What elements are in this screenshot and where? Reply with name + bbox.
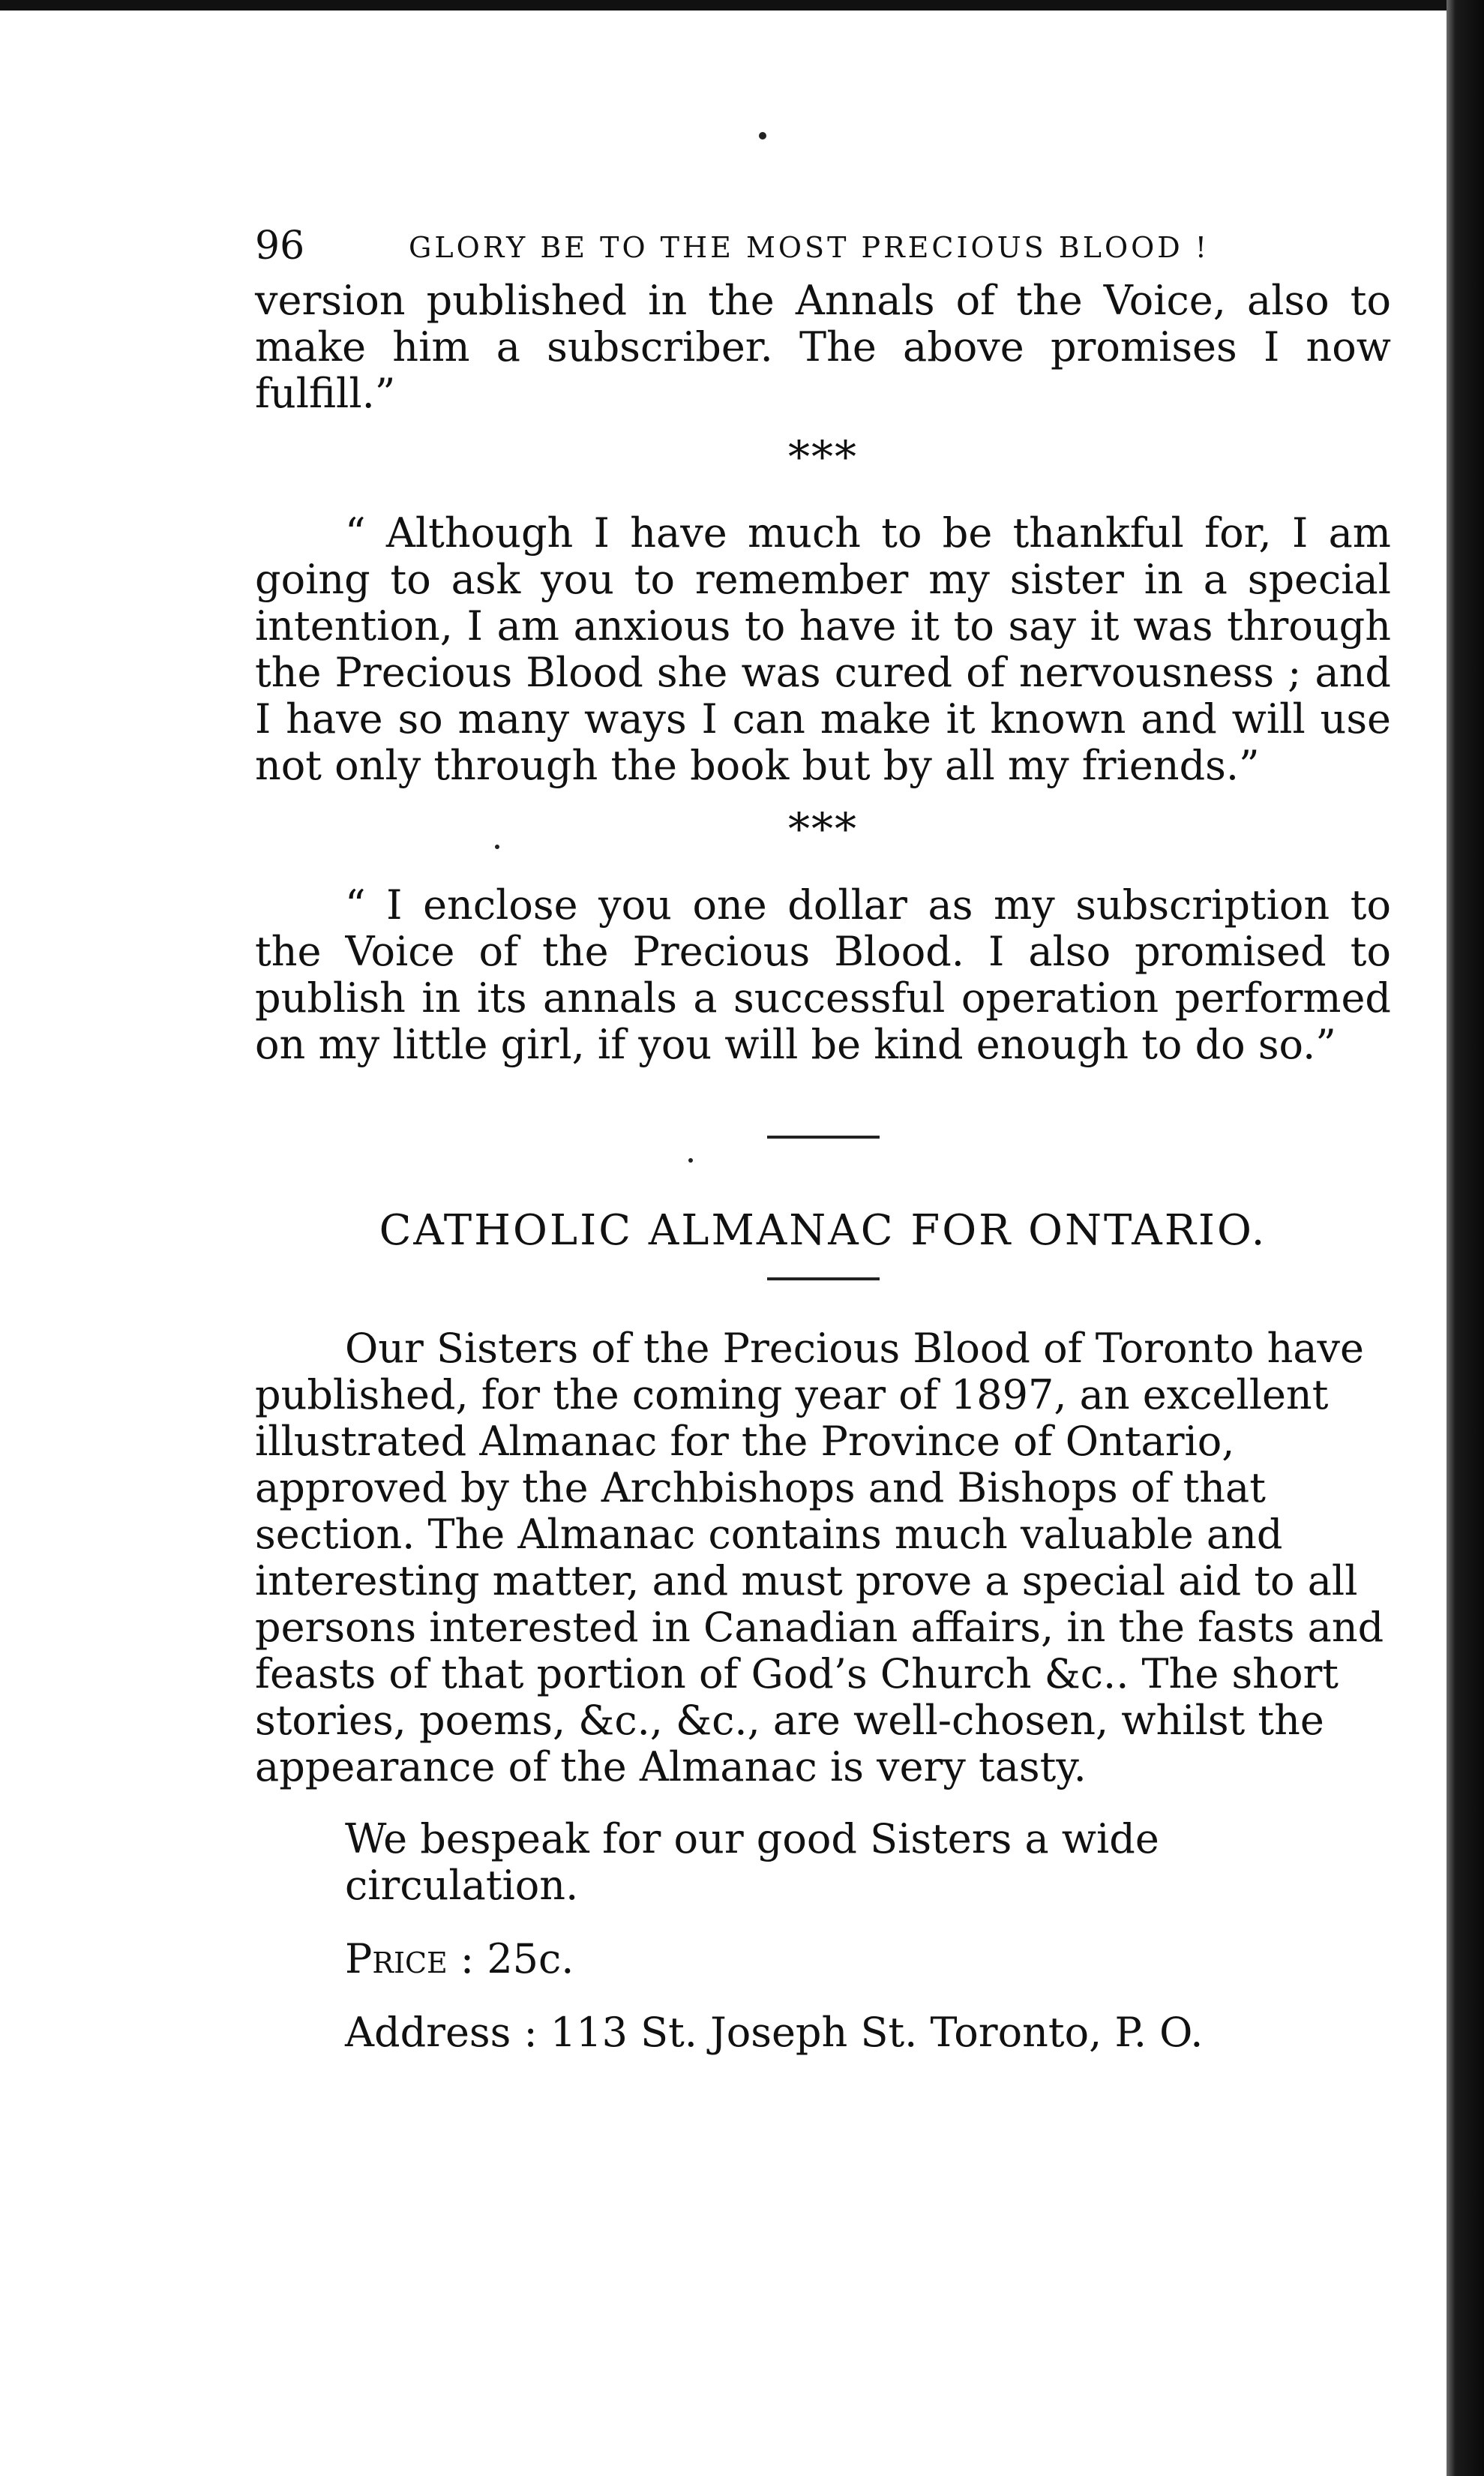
page-number: 96: [255, 224, 305, 269]
letter-paragraph: version published in the Annals of the Voice, also to make him a subscriber. The above promises I now fulfill.”: [255, 277, 1391, 417]
almanac-body: Our Sisters of the Precious Blood of Toronto have published, for the coming year of 1897, an excellent illustrated Almanac for the Province of Ontario, approved by the Archbishops and Bishops of that section. The Almanac contains much valuable and interesting matter, and must prove a special aid to all persons interested in Canadian affairs, in the fasts and feasts of that portion of God’s Church &c.. The short stories, poems, &c., &c., are well-chosen, whilst the appearance of the Almanac is very tasty.: [255, 1325, 1384, 1790]
address-line: Address : 113 St. Joseph St. Toronto, P. O.: [345, 2009, 1204, 2056]
price-value: 25c.: [487, 1935, 574, 1982]
running-title: GLORY BE TO THE MOST PRECIOUS BLOOD !: [409, 231, 1210, 264]
letter-paragraph: “ I enclose you one dollar as my subscription to the Voice of the Precious Blood. I also promised to publish in its annals a successful operation performed on my little girl, if you will be kind enough to do so.”: [255, 881, 1391, 1068]
scan-right-edge: [1447, 0, 1484, 2476]
asterism-separator: ***: [788, 803, 858, 854]
scan-speck: [759, 132, 766, 140]
running-head: [255, 218, 1391, 278]
price-line: [345, 1936, 1391, 1982]
scan-top-edge: [0, 0, 1484, 11]
section-rule: [767, 1136, 880, 1139]
section-title: CATHOLIC ALMANAC FOR ONTARIO.: [379, 1206, 1267, 1255]
book-page: [255, 218, 1391, 2056]
asterism-separator: ***: [788, 431, 858, 482]
section-rule: [767, 1277, 880, 1280]
circulation-line: We bespeak for our good Sisters a wide circulation.: [345, 1815, 1159, 1909]
letter-paragraph: “ Although I have much to be thankful for, I am going to ask you to remember my sister in a special intention, I am anxious to have it to say it was through the Precious Blood she was cured of nervousness ; and I have so many ways I can make it known and will use not only through the book but by all my friends.”: [255, 509, 1391, 789]
price-label: Price :: [345, 1935, 475, 1982]
